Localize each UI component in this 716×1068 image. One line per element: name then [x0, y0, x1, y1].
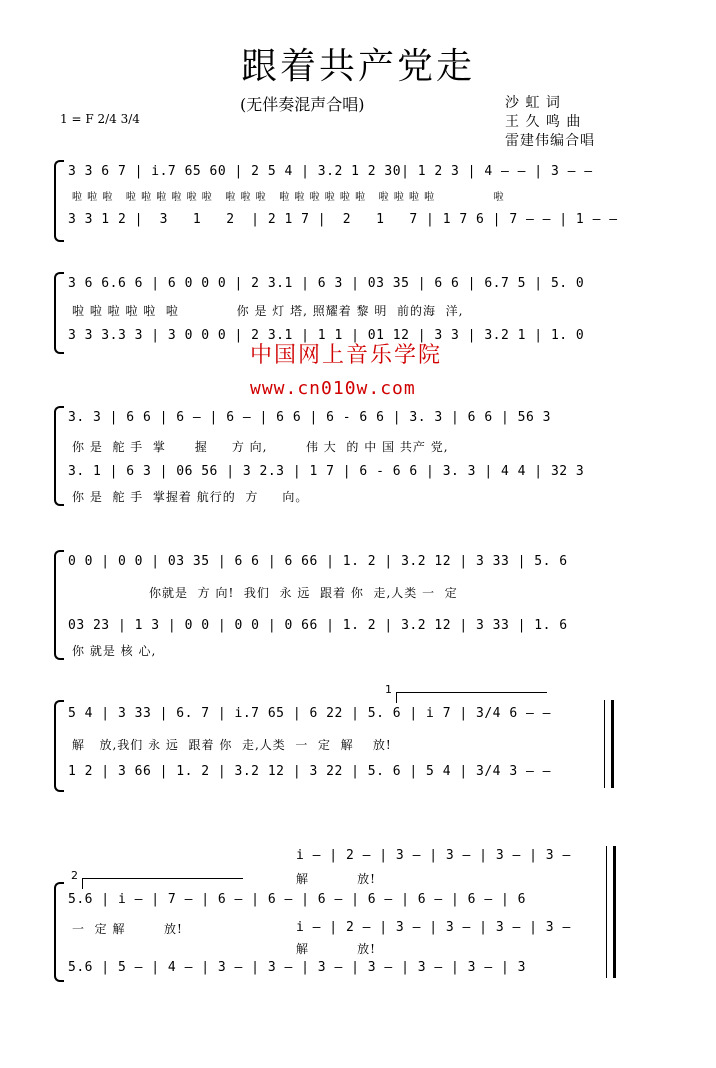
divisi-mid-staff: i — | 2 — | 3 — | 3 — | 3 — | 3 — — [296, 920, 571, 935]
system-brace — [54, 272, 64, 354]
lower-staff: 3 3 1 2 | 3 1 2 | 2 1 7 | 2 1 7 | 1 7 6 | 7 — — | 1 — — — [68, 212, 618, 227]
watermark-site-name: 中国网上音乐学院 — [250, 343, 443, 368]
lyricist-credit: 沙 虹 词 — [505, 95, 561, 111]
lower-lyrics: 你 就是 核 心, — [72, 644, 157, 658]
song-title: 跟着共产党走 — [240, 46, 475, 87]
repeat-barline — [604, 700, 614, 788]
upper-lyrics: 你 是 舵 手 掌 握 方 向, 伟 大 的 中 国 共产 党, — [72, 440, 449, 454]
system-brace — [54, 406, 64, 506]
final-barline — [606, 846, 616, 978]
lower-staff: 3 3 3.3 3 | 3 0 0 0 | 2 3.1 | 1 1 | 01 12 | 3 3 | 3.2 1 | 1. 0 — [68, 328, 585, 343]
upper-staff: 3 3 6 7 | i.7 65 60 | 2 5 4 | 3.2 1 2 30| 1 2 3 | 4 — — | 3 — — — [68, 164, 593, 179]
upper-lyrics: 啦 啦 啦 啦 啦 啦 啦 啦 啦 啦 啦 啦 啦 啦 啦 啦 啦 啦 啦 啦 啦 啦 啦 — [72, 192, 505, 203]
lower-staff: 5.6 | 5 — | 4 — | 3 — | 3 — | 3 — | 3 — | 3 — | 3 — | 3 — [68, 960, 526, 975]
lower-staff: 1 2 | 3 66 | 1. 2 | 3.2 12 | 3 22 | 5. 6 | 5 4 | 3/4 3 — — — [68, 764, 551, 779]
lower-staff: 03 23 | 1 3 | 0 0 | 0 0 | 0 66 | 1. 2 | 3.2 12 | 3 33 | 1. 6 — [68, 618, 568, 633]
system-brace — [54, 882, 64, 982]
upper-staff: 0 0 | 0 0 | 03 35 | 6 6 | 6 66 | 1. 2 | 3.2 12 | 3 33 | 5. 6 — [68, 554, 568, 569]
key-signature: 1 = F 2/4 3/4 — [60, 112, 140, 126]
system-brace — [54, 700, 64, 792]
upper-staff: 3 6 6.6 6 | 6 0 0 0 | 2 3.1 | 6 3 | 03 35 | 6 6 | 6.7 5 | 5. 0 — [68, 276, 585, 291]
composer-credit: 王 久 鸣 曲 — [505, 114, 582, 130]
divisi-top-lyrics: 解 放! — [296, 872, 376, 886]
score-system-6 — [58, 842, 618, 982]
system-brace — [54, 550, 64, 660]
divisi-top-staff: i — | 2 — | 3 — | 3 — | 3 — | 3 — — [296, 848, 571, 863]
divisi-mid-lyrics: 解 放! — [296, 942, 376, 956]
lower-lyrics: 你 是 舵 手 掌握着 航行的 方 向。 — [72, 490, 309, 504]
upper-staff: 5 4 | 3 33 | 6. 7 | i.7 65 | 6 22 | 5. 6 | i 7 | 3/4 6 — — — [68, 706, 551, 721]
upper-lyrics: 你就是 方 向! 我们 永 远 跟着 你 走,人类 一 定 — [72, 586, 458, 600]
first-ending-bracket: 1 — [396, 692, 547, 703]
upper-lyrics: 解 放,我们 永 远 跟着 你 走,人类 一 定 解 放! — [72, 738, 392, 752]
upper-lyrics: 一 定 解 放! — [72, 922, 183, 936]
system-brace — [54, 160, 64, 242]
watermark-url: www.cn010w.com — [250, 378, 416, 399]
second-ending-bracket: 2 — [82, 878, 243, 889]
score-system-4 — [58, 550, 618, 660]
arranger-credit: 雷建伟编合唱 — [505, 133, 595, 149]
score-system-5 — [58, 683, 618, 790]
lower-staff: 3. 1 | 6 3 | 06 56 | 3 2.3 | 1 7 | 6 - 6 6 | 3. 3 | 4 4 | 32 3 — [68, 464, 585, 479]
upper-staff: 5.6 | i — | 7 — | 6 — | 6 — | 6 — | 6 — | 6 — | 6 — | 6 — [68, 892, 526, 907]
song-subtitle: (无伴奏混声合唱) — [240, 95, 365, 114]
upper-staff: 3. 3 | 6 6 | 6 — | 6 — | 6 6 | 6 - 6 6 | 3. 3 | 6 6 | 56 3 — [68, 410, 551, 425]
score-system-1 — [58, 160, 618, 240]
score-system-3 — [58, 406, 618, 506]
upper-lyrics: 啦 啦 啦 啦 啦 啦 你 是 灯 塔, 照耀着 黎 明 前的海 洋, — [72, 304, 464, 318]
